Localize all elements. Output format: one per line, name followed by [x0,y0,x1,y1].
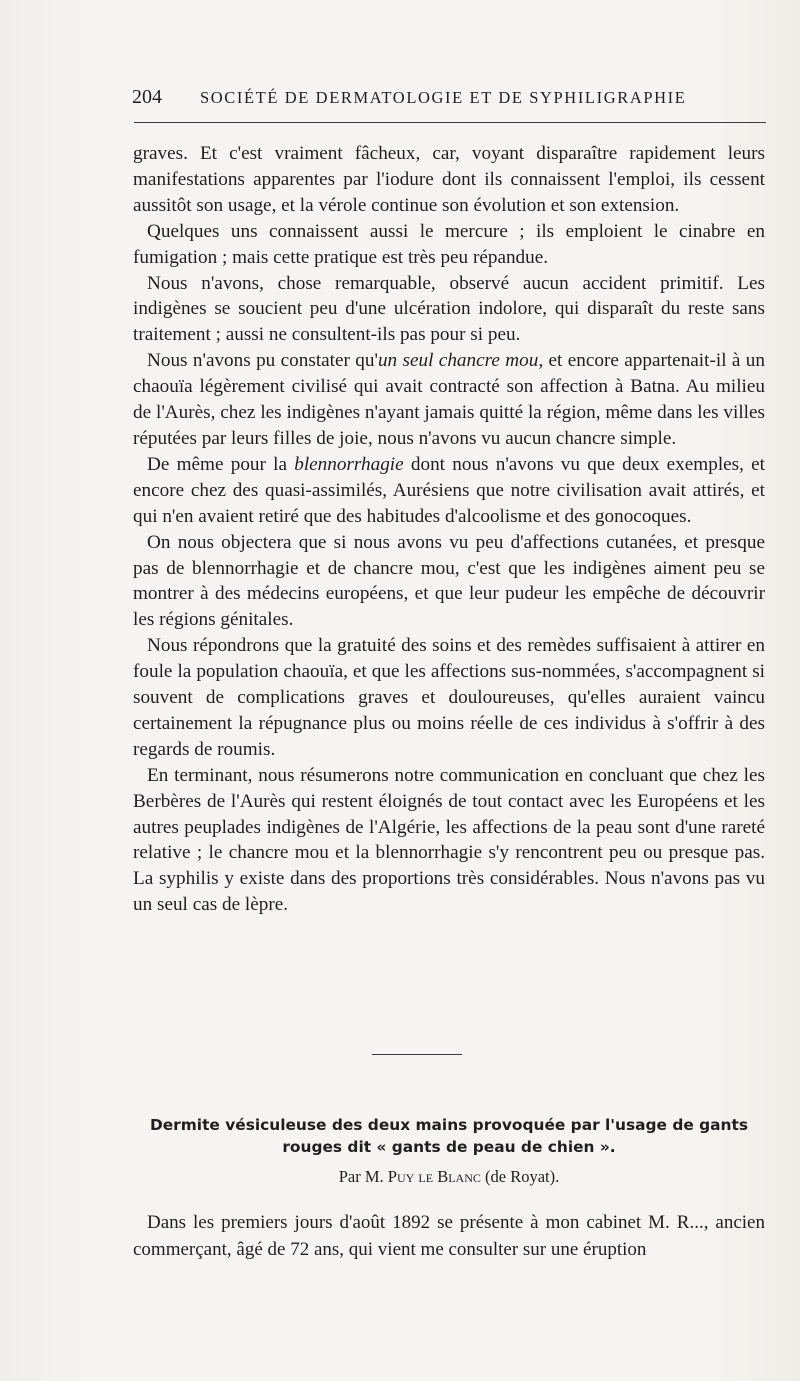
text-run: Nous n'avons, chose remarquable, observé aucun accident primitif. Les indigènes se soucient peu d'une ulcération indolore, qui disparaît du reste sans traitement ; aussi ne consultent-ils pas pour si peu. [133,272,765,346]
byline-prefix: Par M. [338,1167,388,1186]
body-paragraph [133,763,765,918]
body-paragraph [133,530,765,634]
running-title: SOCIÉTÉ DE DERMATOLOGIE ET DE SYPHILIGRAPHIE [200,88,687,107]
body-paragraph [133,219,765,271]
italic-text: blennorrhagie [294,453,404,475]
text-run: graves. Et c'est vraiment fâcheux, car, voyant disparaître rapidement leurs manifestations apparentes par l'iodure dont ils connaissent l'emploi, ils cessent aussitôt son usage, et la vérole continue son évolution et son extension. [133,143,765,216]
section-separator [372,1054,462,1055]
body-paragraph [133,452,765,530]
italic-text: un seul chancre mou, [377,350,544,372]
article-title [133,1114,765,1158]
body-paragraph [133,141,765,219]
text-run: En terminant, nous résumerons notre communication en concluant que chez les Berbères de l'Aurès qui restent éloignés de tout contact avec les Européens et les autres peuplades indigènes de l'Algérie, les affections de la peau sont d'une rareté relative ; le chancre mou et la blennorrhagie s'y rencontrent peu ou presque pas. La syphilis y existe dans des proportions très considérables. Nous n'avons pas vu un seul cas de lèpre. [133,764,765,916]
running-header [132,86,764,116]
page-number: 204 [132,86,162,108]
body-paragraph [133,633,765,763]
intro-paragraph: Dans les premiers jours d'août 1892 se présente à mon cabinet M. R..., ancien commerçant, âgé de 72 ans, qui vient me consulter sur une éruption [133,1212,765,1260]
byline-suffix: (de Royat). [480,1167,560,1186]
article-byline [133,1167,765,1187]
body-paragraph [133,348,765,452]
byline-author: Puy le Blanc [387,1167,481,1186]
body-text [133,141,765,918]
text-run: et encore appartenait-il à un chaouïa légèrement civilisé qui avait contracté son affection à Batna. Au milieu de l'Aurès, chez les indigènes n'ayant jamais quitté la région, même dans les villes réputées par leurs filles de joie, nous n'avons vu aucun chancre simple. [133,350,765,449]
text-run: Quelques uns connaissent aussi le mercure ; ils emploient le cinabre en fumigation ; mais cette pratique est très peu répandue. [133,220,765,268]
header-rule [134,122,766,123]
text-run: dont nous n'avons vu que deux exemples, et encore chez des quasi-assimilés, Aurésiens que notre civilisation avait attirés, et qui n'en avaient retiré que des habitudes d'alcoolisme et des gonocoques. [133,453,766,527]
text-run: On nous objectera que si nous avons vu peu d'affections cutanées, et presque pas de blennorrhagie et de chancre mou, c'est que les indigènes aiment peu se montrer à des médecins européens, et que leur pudeur les empêche de découvrir les régions génitales. [133,531,765,631]
text-run: Nous n'avons pu constater qu' [147,350,378,372]
article-title-line-1: Dermite vésiculeuse des deux mains provoquée par l'usage de gants [149,1116,749,1134]
article-title-line-2: rouges dit « gants de peau de chien ». [282,1138,616,1156]
body-paragraph [133,271,765,349]
article-intro [133,1209,765,1263]
text-run: Nous répondrons que la gratuité des soins et des remèdes suffisaient à attirer en foule la population chaouïa, et que les affections sus-nommées, s'accompagnent si souvent de complications graves et douloureuses, qu'elles auraient vaincu certainement la répugnance plus ou moins réelle de ces individus à s'offrir à des regards de roumis. [133,635,765,760]
text-run: De même pour la [147,453,295,475]
